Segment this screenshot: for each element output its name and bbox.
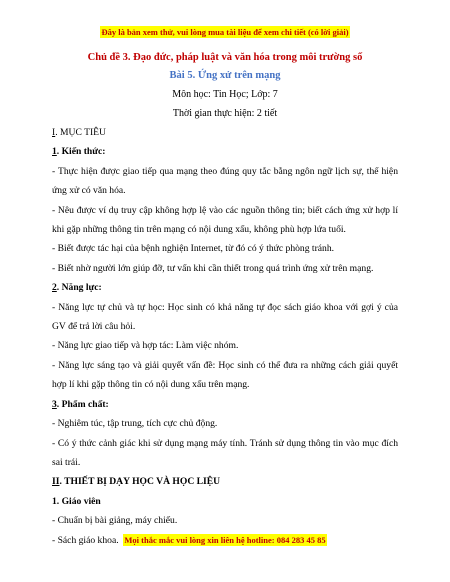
lesson-title: Bài 5. Ứng xử trên mạng bbox=[169, 70, 281, 81]
document-body bbox=[52, 123, 398, 550]
duration-line: Thời gian thực hiện: 2 tiết bbox=[172, 108, 278, 119]
preview-notice-banner bbox=[0, 27, 450, 37]
paragraph: - Năng lực tự chủ và tự học: Học sinh có khả năng tự đọc sách giáo khoa với gợi ý của GV để trả lời câu hỏi. bbox=[52, 301, 398, 333]
paragraph: - Sách giáo khoa. bbox=[52, 534, 119, 546]
paragraph: - Có ý thức cảnh giác khi sử dụng mạng máy tính. Tránh sử dụng thông tin vào mục đích sai trái. bbox=[52, 437, 398, 468]
section-title: . THIẾT BỊ DẠY HỌC VÀ HỌC LIỆU bbox=[59, 476, 221, 488]
subheading-teacher: 1. Giáo viên bbox=[52, 495, 101, 507]
preview-notice-text: Đây là bản xem thử, vui lòng mua tài liệu để xem chi tiết (có lời giải) bbox=[101, 27, 349, 37]
paragraph: - Chuẩn bị bài giảng, máy chiếu. bbox=[52, 515, 178, 527]
subheading-knowledge bbox=[52, 142, 398, 161]
section-heading-objectives bbox=[52, 123, 398, 142]
subheading-label: . Kiến thức: bbox=[56, 146, 106, 158]
subheading-number: 2 bbox=[52, 282, 57, 294]
section-number: I bbox=[52, 127, 56, 138]
subheading-competency bbox=[52, 278, 398, 297]
subheading-number: 3 bbox=[52, 398, 57, 410]
subheading-qualities bbox=[52, 395, 398, 414]
subheading-label: . Năng lực: bbox=[56, 282, 102, 294]
subject-line: Môn học: Tin Học; Lớp: 7 bbox=[172, 89, 278, 100]
subheading-label: . Phẩm chất: bbox=[56, 398, 109, 410]
section-heading-equipment bbox=[52, 472, 398, 491]
subheading-number: 1 bbox=[52, 146, 57, 158]
paragraph: - Năng lực sáng tạo và giải quyết vấn đề: Học sinh có thể đưa ra những cách giải quyết hợp lí khi gặp thông tin có nội dung xấu trên mạng. bbox=[52, 359, 398, 391]
paragraph: - Thực hiện được giao tiếp qua mạng theo đúng quy tắc bằng ngôn ngữ lịch sự, thể hiện ứng xử có văn hóa. bbox=[52, 165, 398, 197]
paragraph: - Biết được tác hại của bệnh nghiện Internet, từ đó có ý thức phòng tránh. bbox=[52, 243, 335, 255]
paragraph: - Năng lực giao tiếp và hợp tác: Làm việc nhóm. bbox=[52, 340, 239, 352]
paragraph: - Biết nhờ người lớn giúp đỡ, tư vấn khi cần thiết trong quá trình ứng xử trên mạng. bbox=[52, 262, 374, 274]
section-number: II bbox=[52, 476, 60, 488]
hotline-text: Mọi thắc mắc vui lòng xin liên hệ hotline: 084 283 45 85 bbox=[124, 535, 326, 545]
hotline-banner bbox=[0, 535, 450, 545]
paragraph: - Nghiêm túc, tập trung, tích cực chủ động. bbox=[52, 418, 218, 430]
chapter-title: Chủ đề 3. Đạo đức, pháp luật và văn hóa trong môi trường số bbox=[87, 52, 363, 63]
paragraph: - Nêu được ví dụ truy cập không hợp lệ vào các nguồn thông tin; biết cách ứng xử hợp lí khi gặp những thông tin trên mạng có nội dung xấu, không phù hợp lứa tuổi. bbox=[52, 204, 398, 236]
section-title: . MỤC TIÊU bbox=[55, 127, 106, 138]
